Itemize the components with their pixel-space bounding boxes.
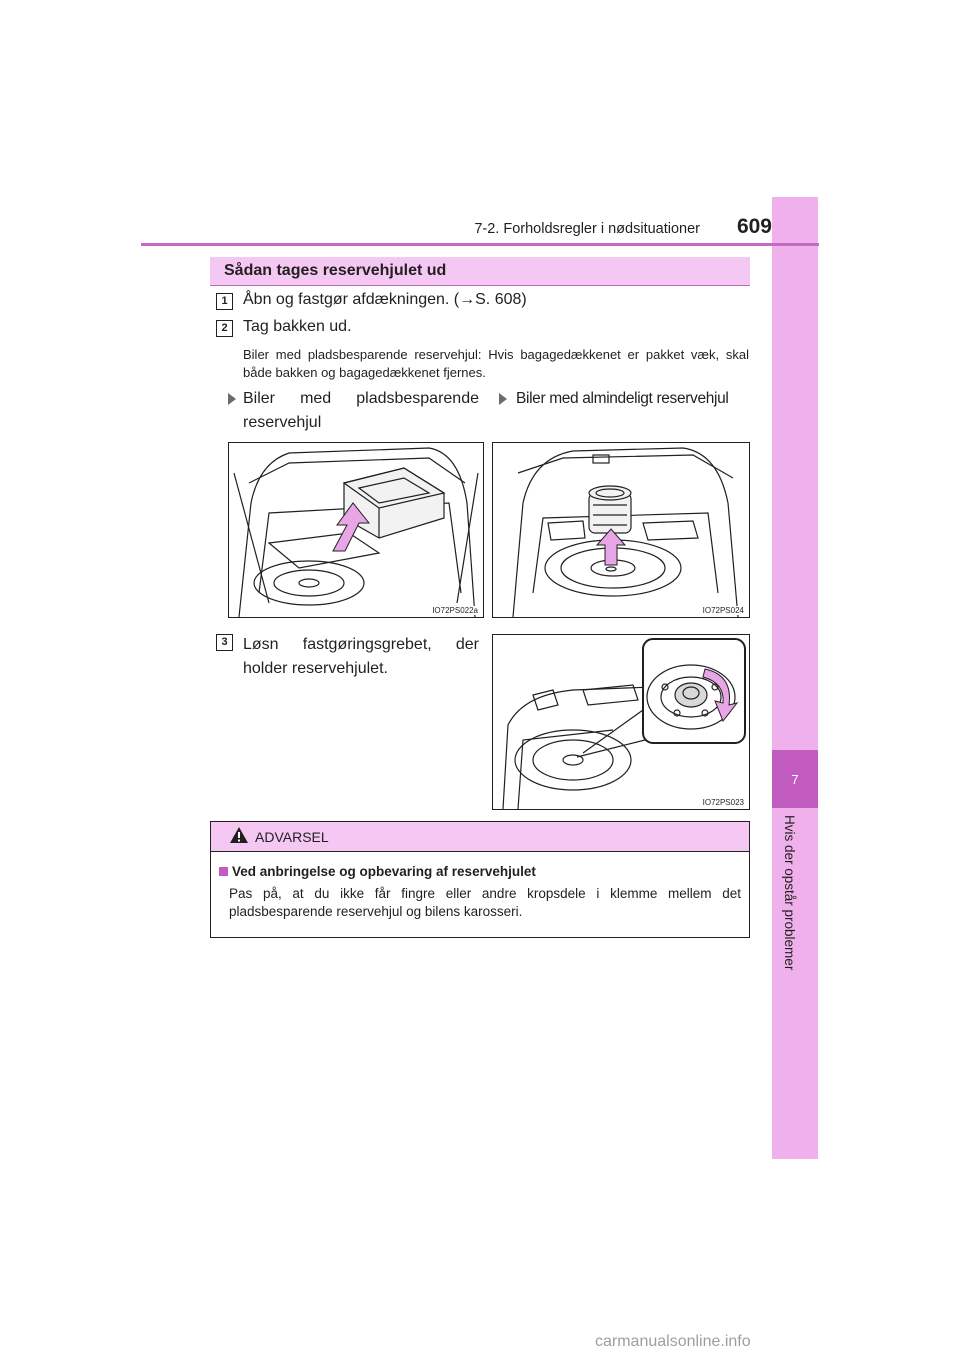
header-rule xyxy=(141,243,819,246)
figure-id: IO72PS023 xyxy=(702,798,744,807)
square-bullet-icon xyxy=(219,867,228,876)
spare-wheel-clamp-illustration xyxy=(493,635,749,809)
step-2-number: 2 xyxy=(216,320,233,337)
chapter-title-vertical: Hvis der opstår problemer xyxy=(782,815,797,971)
warning-header xyxy=(211,822,749,852)
page-number: 609 xyxy=(736,215,772,238)
triangle-bullet-icon xyxy=(228,393,236,405)
lift-arrow-icon xyxy=(597,529,625,565)
watermark: carmanualsonline.info xyxy=(595,1333,751,1350)
figure-id: IO72PS024 xyxy=(702,606,744,615)
figure-tray-removal-space-saver xyxy=(228,442,484,618)
step-2-text: Tag bakken ud. xyxy=(243,318,352,335)
step-3-text: Løsn fastgøringsgrebet, der holder reservehjulet. xyxy=(243,636,479,677)
note-paragraph: Biler med pladsbesparende reservehjul: Hvis bagagedækkenet er pakket væk, skal både bakken og bagagedækkenet fjernes. xyxy=(243,347,749,380)
step-3-number: 3 xyxy=(216,634,233,651)
chapter-number: 7 xyxy=(772,750,818,808)
section-title-rule xyxy=(210,285,750,286)
triangle-bullet-icon xyxy=(499,393,507,405)
subcase-left-heading: Biler med pladsbesparende reservehjul xyxy=(243,390,479,431)
step-1-text: Åbn og fastgør afdækningen. (→S. 608) xyxy=(243,291,527,308)
header-section-title: 7-2. Forholdsregler i nødsituationer xyxy=(474,221,700,237)
warning-icon xyxy=(229,826,249,844)
warning-heading: Ved anbringelse og opbevaring af reservehjulet xyxy=(219,864,536,879)
warning-text: Pas på, at du ikke får fingre eller andre kropsdele i klemme mellem det pladsbesparende reservehjul og bilens karosseri. xyxy=(229,886,741,919)
subcase-right-heading: Biler med almindeligt reservehjul xyxy=(516,390,729,407)
figure-tray-removal-conventional xyxy=(492,442,750,618)
warning-box xyxy=(210,821,750,938)
section-title: Sådan tages reservehjulet ud xyxy=(210,257,750,285)
trunk-tray-illustration xyxy=(229,443,483,617)
figure-id: IO72PS022a xyxy=(432,606,478,615)
trunk-tray-illustration xyxy=(493,443,749,617)
figure-loosen-clamp xyxy=(492,634,750,810)
step-1-number: 1 xyxy=(216,293,233,310)
warning-title: ADVARSEL xyxy=(255,829,329,845)
